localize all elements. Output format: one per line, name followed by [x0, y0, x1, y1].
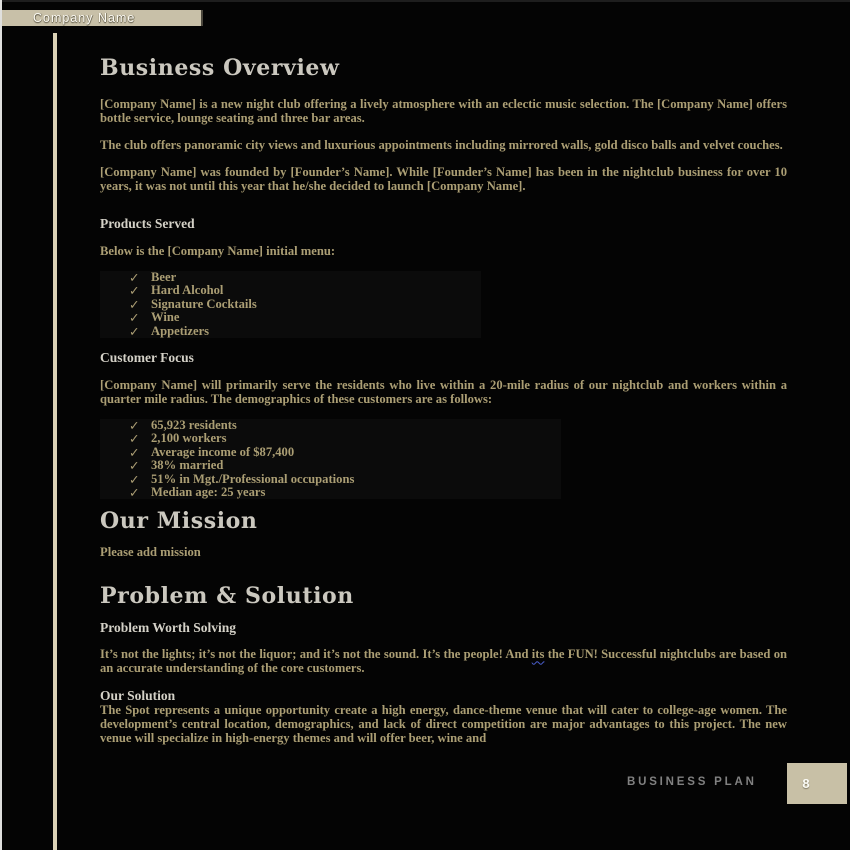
list-item — [129, 473, 561, 486]
page-number-box — [787, 763, 847, 804]
grammar-flagged-word: its — [531, 647, 545, 662]
solution-paragraph: The Spot represents a unique opportunity create a high energy, dance-theme venue that will cater to college-age women. The development’s central location, demographics, and lack of direct competition are major advantages to this project. The new venue will specialize in high-energy themes and will offer beer, wine and — [100, 703, 787, 746]
business-plan-footer-label: BUSINESS PLAN — [627, 776, 757, 788]
list-item-label: Median age: 25 years — [151, 485, 266, 500]
business-overview-paragraph-2: The club offers panoramic city views and luxurious appointments including mirrored walls, gold disco balls and velvet couches. — [100, 138, 783, 152]
business-overview-paragraph-3: [Company Name] was founded by [Founder’s Name]. While [Founder’s Name] has been in the nightclub business for over 10 years, it was not until this year that he/she decided to launch [Company Name]. — [100, 165, 787, 193]
business-overview-title: Business Overview — [100, 55, 340, 81]
check-icon: ✓ — [129, 310, 140, 326]
check-icon: ✓ — [129, 418, 140, 434]
list-item — [129, 311, 481, 324]
vertical-accent-rule — [53, 33, 57, 850]
list-item — [129, 419, 561, 432]
list-item — [129, 284, 481, 297]
list-item-label: Hard Alcohol — [151, 283, 224, 298]
document-body — [100, 56, 787, 745]
list-item-label: 38% married — [151, 458, 224, 473]
top-edge-line — [0, 0, 850, 2]
problem-paragraph — [100, 647, 787, 675]
list-item — [129, 459, 561, 472]
check-icon: ✓ — [129, 323, 140, 339]
products-served-heading: Products Served — [100, 216, 195, 231]
list-item — [129, 325, 481, 338]
list-item — [129, 486, 561, 499]
list-item — [129, 432, 561, 445]
company-name-tab — [2, 10, 203, 26]
list-item-label: 51% in Mgt./Professional occupations — [151, 471, 355, 486]
page-number: 8 — [802, 776, 810, 791]
check-icon: ✓ — [129, 431, 140, 447]
list-item-label: Appetizers — [151, 323, 210, 338]
problem-text-after: the FUN! Successful nightclubs are based on an accurate understanding of the core customers. — [100, 647, 787, 676]
business-overview-paragraph-1: [Company Name] is a new night club offering a lively atmosphere with an eclectic music selection. The [Company Name] offers bottle service, lounge seating and three bar areas. — [100, 97, 787, 125]
our-solution-heading: Our Solution — [100, 688, 176, 704]
list-item-label: Beer — [151, 270, 177, 284]
list-item-label: Signature Cocktails — [151, 296, 257, 311]
mission-placeholder-text: Please add mission — [100, 545, 201, 560]
list-item-label: Wine — [151, 310, 180, 325]
products-menu-list — [100, 271, 481, 338]
check-icon: ✓ — [129, 270, 140, 285]
left-edge-line — [0, 0, 2, 850]
customer-focus-heading: Customer Focus — [100, 350, 194, 366]
list-item — [129, 271, 481, 284]
problem-text-before: It’s not the lights; it’s not the liquor; and it’s not the sound. It’s the people! And — [100, 647, 532, 662]
check-icon: ✓ — [129, 283, 140, 299]
products-served-intro: Below is the [Company Name] initial menu: — [100, 244, 336, 258]
demographics-list — [100, 419, 561, 499]
check-icon: ✓ — [129, 458, 140, 474]
check-icon: ✓ — [129, 485, 140, 501]
list-item — [129, 298, 481, 311]
our-mission-title: Our Mission — [100, 508, 258, 535]
list-item-label: 2,100 workers — [151, 431, 227, 446]
customer-focus-intro: [Company Name] will primarily serve the residents who live within a 20-mile radius of our nightclub and workers within a quarter mile radius. The demographics of these customers are as follows: — [100, 378, 787, 407]
check-icon: ✓ — [129, 296, 140, 312]
list-item — [129, 446, 561, 459]
problem-solution-title: Problem & Solution — [100, 583, 354, 610]
check-icon: ✓ — [129, 444, 140, 460]
problem-worth-solving-heading: Problem Worth Solving — [100, 620, 237, 636]
list-item-label: Average income of $87,400 — [151, 444, 295, 459]
company-name-label: Company Name — [33, 11, 136, 25]
check-icon: ✓ — [129, 471, 140, 487]
list-item-label: 65,923 residents — [151, 418, 237, 433]
